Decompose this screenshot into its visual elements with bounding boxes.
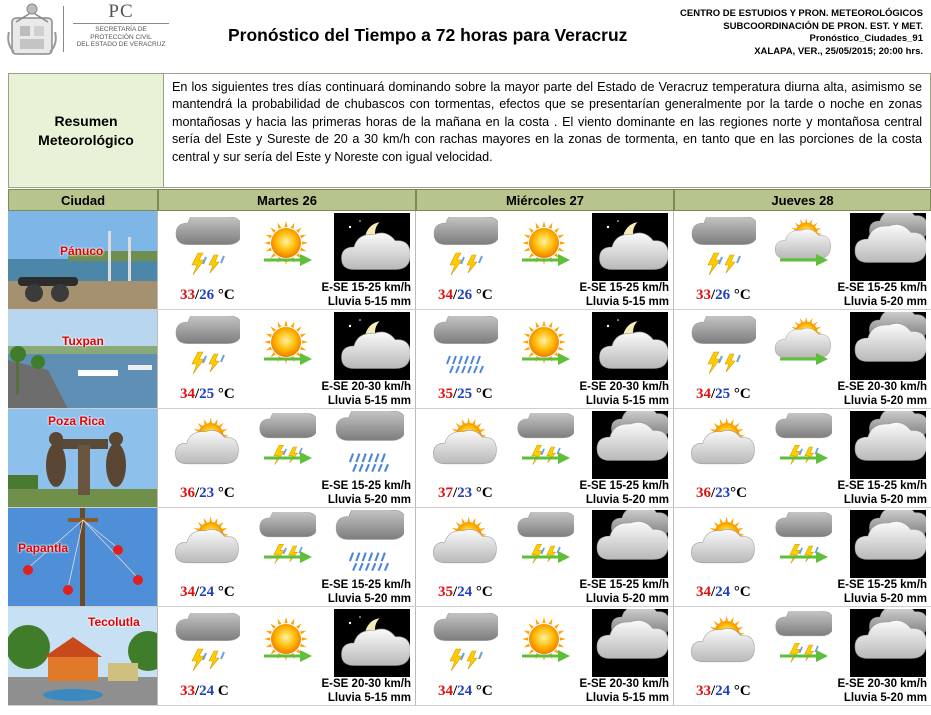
max-temp: 35 — [438, 584, 453, 600]
temp-unit: °C — [730, 485, 748, 501]
temp-separator: / — [453, 386, 458, 402]
weather-summary — [8, 73, 931, 188]
temperature — [180, 386, 235, 403]
min-temp: 24 — [199, 584, 215, 600]
forecast-table — [8, 189, 931, 706]
temperature — [438, 287, 493, 304]
page-header — [0, 0, 931, 70]
pc-logo-text: PC — [108, 1, 134, 22]
temp-unit: °C — [730, 683, 751, 699]
night-cloudy-icon — [592, 510, 668, 578]
wind-forecast: E-SE 15-25 km/h — [321, 282, 411, 294]
temperature — [180, 287, 235, 304]
temperature — [438, 584, 493, 601]
wind-forecast: E-SE 15-25 km/h — [837, 282, 927, 294]
min-temp: 24 — [715, 683, 731, 699]
temp-unit: °C — [730, 386, 751, 402]
city-cell — [8, 508, 158, 606]
wind-rain-info — [838, 677, 927, 705]
temp-separator: / — [711, 683, 716, 699]
night-cloudy-icon — [850, 312, 926, 380]
arrow-right-icon — [262, 253, 312, 267]
rain-forecast: Lluvia 5-15 mm — [585, 692, 669, 704]
max-temp: 34 — [180, 386, 195, 402]
wind-forecast: E-SE 15-25 km/h — [579, 579, 669, 591]
night-moon-cloud-icon — [334, 213, 410, 281]
min-temp: 24 — [457, 584, 473, 600]
temp-unit: °C — [214, 485, 235, 501]
night-moon-cloud-icon — [592, 312, 668, 380]
arrow-right-icon — [520, 550, 570, 564]
wind-rain-info — [322, 677, 411, 705]
city-name: Papantla — [18, 541, 69, 555]
temp-unit: °C — [214, 584, 235, 600]
max-temp: 33 — [696, 683, 711, 699]
wind-forecast: E-SE 15-25 km/h — [837, 480, 927, 492]
temp-unit: °C — [214, 287, 235, 303]
wind-forecast: E-SE 20-30 km/h — [837, 678, 927, 690]
table-header — [8, 189, 931, 211]
wind-forecast: E-SE 20-30 km/h — [321, 678, 411, 690]
max-temp: 33 — [180, 287, 195, 303]
temperature — [438, 683, 493, 700]
wind-rain-info — [580, 281, 669, 309]
forecast-cell — [158, 607, 416, 705]
wind-rain-info — [580, 479, 669, 507]
wind-rain-info — [322, 578, 411, 606]
rain-forecast: Lluvia 5-20 mm — [585, 494, 669, 506]
subcoordination: SUBCOORDINACIÓN DE PRON. EST. Y MET. — [723, 20, 923, 32]
proteccion-civil-logo — [66, 2, 176, 49]
forecast-cell — [416, 409, 674, 507]
min-temp: 25 — [457, 386, 473, 402]
table-row — [8, 409, 931, 508]
partly-sunny-icon — [174, 514, 240, 574]
header-day-2: Miércoles 27 — [416, 189, 674, 211]
header-day-3: Jueves 28 — [674, 189, 931, 211]
night-moon-cloud-icon — [334, 312, 410, 380]
rain-forecast: Lluvia 5-20 mm — [843, 395, 927, 407]
wind-forecast: E-SE 15-25 km/h — [579, 282, 669, 294]
temp-separator: / — [195, 485, 200, 501]
night-cloudy-icon — [850, 510, 926, 578]
city-cell — [8, 211, 158, 309]
partly-sunny-icon — [690, 613, 756, 673]
temp-unit: °C — [730, 584, 751, 600]
storm-cloud-icon — [690, 217, 756, 277]
summary-label: Resumen Meteorológico — [9, 74, 164, 187]
storm-cloud-icon — [432, 217, 498, 277]
forecast-cell — [416, 211, 674, 309]
arrow-right-icon — [262, 352, 312, 366]
arrow-right-icon — [520, 451, 570, 465]
header-day-1: Martes 26 — [158, 189, 416, 211]
arrow-right-icon — [778, 253, 828, 267]
temperature — [696, 287, 751, 304]
wind-forecast: E-SE 20-30 km/h — [579, 678, 669, 690]
city-name: Tuxpan — [62, 334, 104, 348]
storm-cloud-icon — [432, 613, 498, 673]
partly-sunny-icon — [690, 514, 756, 574]
temp-separator: / — [711, 287, 716, 303]
partly-sunny-icon — [432, 514, 498, 574]
temp-unit: °C — [730, 287, 751, 303]
wind-rain-info — [580, 380, 669, 408]
logo-divider — [63, 6, 64, 52]
header-city: Ciudad — [8, 189, 158, 211]
issue-date: XALAPA, VER., 25/05/2015; 20:00 hrs. — [754, 45, 923, 57]
temp-separator: / — [195, 287, 200, 303]
wind-rain-info — [580, 677, 669, 705]
rain-forecast: Lluvia 5-15 mm — [327, 296, 411, 308]
arrow-right-icon — [520, 352, 570, 366]
city-name: Pánuco — [60, 244, 104, 258]
arrow-right-icon — [262, 451, 312, 465]
rain-cloud-icon — [334, 411, 410, 479]
forecast-cell — [416, 508, 674, 606]
table-row — [8, 607, 931, 706]
wind-rain-info — [580, 578, 669, 606]
table-row — [8, 310, 931, 409]
min-temp: 25 — [715, 386, 731, 402]
rain-forecast: Lluvia 5-15 mm — [585, 395, 669, 407]
forecast-cell — [674, 508, 931, 606]
min-temp: 24 — [199, 683, 215, 699]
city-name: Poza Rica — [48, 414, 105, 428]
temperature — [696, 386, 751, 403]
center-name: CENTRO DE ESTUDIOS Y PRON. METEOROLÓGICOS — [680, 8, 923, 19]
rain-forecast: Lluvia 5-20 mm — [327, 593, 411, 605]
temperature — [180, 683, 229, 700]
temperature — [438, 386, 493, 403]
night-moon-cloud-icon — [592, 213, 668, 281]
rain-forecast: Lluvia 5-20 mm — [327, 494, 411, 506]
min-temp: 23 — [715, 485, 731, 501]
temp-separator: / — [711, 584, 716, 600]
temp-separator: / — [195, 683, 200, 699]
city-name: Tecolutla — [88, 615, 140, 629]
rain-forecast: Lluvia 5-20 mm — [843, 296, 927, 308]
max-temp: 33 — [180, 683, 195, 699]
max-temp: 33 — [696, 287, 711, 303]
veracruz-seal-icon — [6, 2, 58, 58]
night-cloudy-icon — [850, 411, 926, 479]
max-temp: 34 — [438, 683, 453, 699]
rain-forecast: Lluvia 5-20 mm — [843, 494, 927, 506]
temp-unit: °C — [472, 683, 493, 699]
min-temp: 26 — [715, 287, 731, 303]
min-temp: 24 — [715, 584, 731, 600]
temp-separator: / — [711, 485, 716, 501]
rain-cloud-icon — [334, 510, 410, 578]
wind-rain-info — [838, 281, 927, 309]
arrow-right-icon — [262, 550, 312, 564]
storm-cloud-icon — [174, 316, 240, 376]
rain-forecast: Lluvia 5-15 mm — [585, 296, 669, 308]
rain-forecast: Lluvia 5-20 mm — [843, 692, 927, 704]
min-temp: 23 — [199, 485, 215, 501]
rain-cloud-icon — [432, 316, 498, 376]
temperature — [438, 485, 493, 502]
temp-separator: / — [711, 386, 716, 402]
temp-unit: C — [214, 683, 229, 699]
wind-forecast: E-SE 15-25 km/h — [321, 579, 411, 591]
max-temp: 34 — [438, 287, 453, 303]
temperature — [696, 485, 747, 502]
rain-forecast: Lluvia 5-15 mm — [327, 692, 411, 704]
wind-forecast: E-SE 20-30 km/h — [579, 381, 669, 393]
forecast-cell — [158, 310, 416, 408]
wind-rain-info — [322, 479, 411, 507]
storm-cloud-icon — [174, 613, 240, 673]
wind-forecast: E-SE 15-25 km/h — [837, 579, 927, 591]
wind-forecast: E-SE 20-30 km/h — [321, 381, 411, 393]
temperature — [180, 584, 235, 601]
arrow-right-icon — [778, 352, 828, 366]
wind-rain-info — [838, 479, 927, 507]
storm-cloud-icon — [174, 217, 240, 277]
max-temp: 35 — [438, 386, 453, 402]
forecast-rows — [8, 211, 931, 706]
temp-unit: °C — [472, 287, 493, 303]
temp-unit: °C — [472, 485, 493, 501]
wind-rain-info — [322, 380, 411, 408]
table-row — [8, 211, 931, 310]
temp-separator: / — [195, 584, 200, 600]
rain-forecast: Lluvia 5-20 mm — [585, 593, 669, 605]
night-moon-cloud-icon — [334, 609, 410, 677]
temp-separator: / — [453, 683, 458, 699]
forecast-cell — [158, 409, 416, 507]
forecast-cell — [158, 211, 416, 309]
max-temp: 36 — [180, 485, 195, 501]
max-temp: 34 — [180, 584, 195, 600]
arrow-right-icon — [778, 550, 828, 564]
max-temp: 36 — [696, 485, 711, 501]
storm-cloud-icon — [690, 316, 756, 376]
wind-forecast: E-SE 15-25 km/h — [321, 480, 411, 492]
night-cloudy-icon — [592, 609, 668, 677]
max-temp: 34 — [696, 584, 711, 600]
min-temp: 26 — [457, 287, 473, 303]
rain-forecast: Lluvia 5-15 mm — [327, 395, 411, 407]
min-temp: 25 — [199, 386, 215, 402]
forecast-cell — [416, 310, 674, 408]
forecast-cell — [674, 409, 931, 507]
arrow-right-icon — [778, 451, 828, 465]
arrow-right-icon — [520, 649, 570, 663]
page-title: Pronóstico del Tiempo a 72 horas para Veracruz — [228, 25, 628, 45]
forecast-id: Pronóstico_Ciudades_91 — [809, 33, 923, 44]
forecast-cell — [674, 607, 931, 705]
wind-rain-info — [322, 281, 411, 309]
arrow-right-icon — [262, 649, 312, 663]
min-temp: 26 — [199, 287, 215, 303]
min-temp: 24 — [457, 683, 473, 699]
temperature — [696, 683, 751, 700]
night-cloudy-icon — [850, 609, 926, 677]
city-cell — [8, 409, 158, 507]
city-cell — [8, 310, 158, 408]
partly-sunny-icon — [690, 415, 756, 475]
arrow-right-icon — [778, 649, 828, 663]
wind-forecast: E-SE 15-25 km/h — [579, 480, 669, 492]
forecast-cell — [416, 607, 674, 705]
pc-organization: SECRETARÍA DE PROTECCIÓN CIVIL DEL ESTADO DE VERACRUZ — [76, 26, 166, 49]
city-cell — [8, 607, 158, 705]
table-row — [8, 508, 931, 607]
temp-separator: / — [195, 386, 200, 402]
night-cloudy-icon — [592, 411, 668, 479]
pc-logo-line — [73, 23, 169, 24]
temp-unit: °C — [214, 386, 235, 402]
night-cloudy-icon — [850, 213, 926, 281]
max-temp: 37 — [438, 485, 453, 501]
wind-forecast: E-SE 20-30 km/h — [837, 381, 927, 393]
temp-unit: °C — [472, 386, 493, 402]
min-temp: 23 — [457, 485, 473, 501]
temp-separator: / — [453, 485, 458, 501]
temp-separator: / — [453, 287, 458, 303]
issuing-center — [623, 8, 923, 58]
temp-separator: / — [453, 584, 458, 600]
max-temp: 34 — [696, 386, 711, 402]
temperature — [696, 584, 751, 601]
temp-unit: °C — [472, 584, 493, 600]
partly-sunny-icon — [432, 415, 498, 475]
wind-rain-info — [838, 578, 927, 606]
partly-sunny-icon — [174, 415, 240, 475]
arrow-right-icon — [520, 253, 570, 267]
wind-rain-info — [838, 380, 927, 408]
rain-forecast: Lluvia 5-20 mm — [843, 593, 927, 605]
forecast-cell — [674, 211, 931, 309]
summary-text: En los siguientes tres días continuará dominando sobre la mayor parte del Estado de Veracruz temperatura diurna alta, asimismo se mantendrá la probabilidad de chubascos con tormentas, efectos que se presentarían generalmente por la tarde o noche en zonas montañosas y hacia las primeras horas de la mañana en la costa . El viento dominante en las regiones norte y montañosa central sería del Este y Sureste de 20 a 30 km/h con rachas mayores en la zonas de tormenta, en tanto que en las porciones de la costa central y sur sería del Este y Noreste con igual velocidad. — [172, 80, 922, 164]
temperature — [180, 485, 235, 502]
forecast-cell — [674, 310, 931, 408]
forecast-cell — [158, 508, 416, 606]
